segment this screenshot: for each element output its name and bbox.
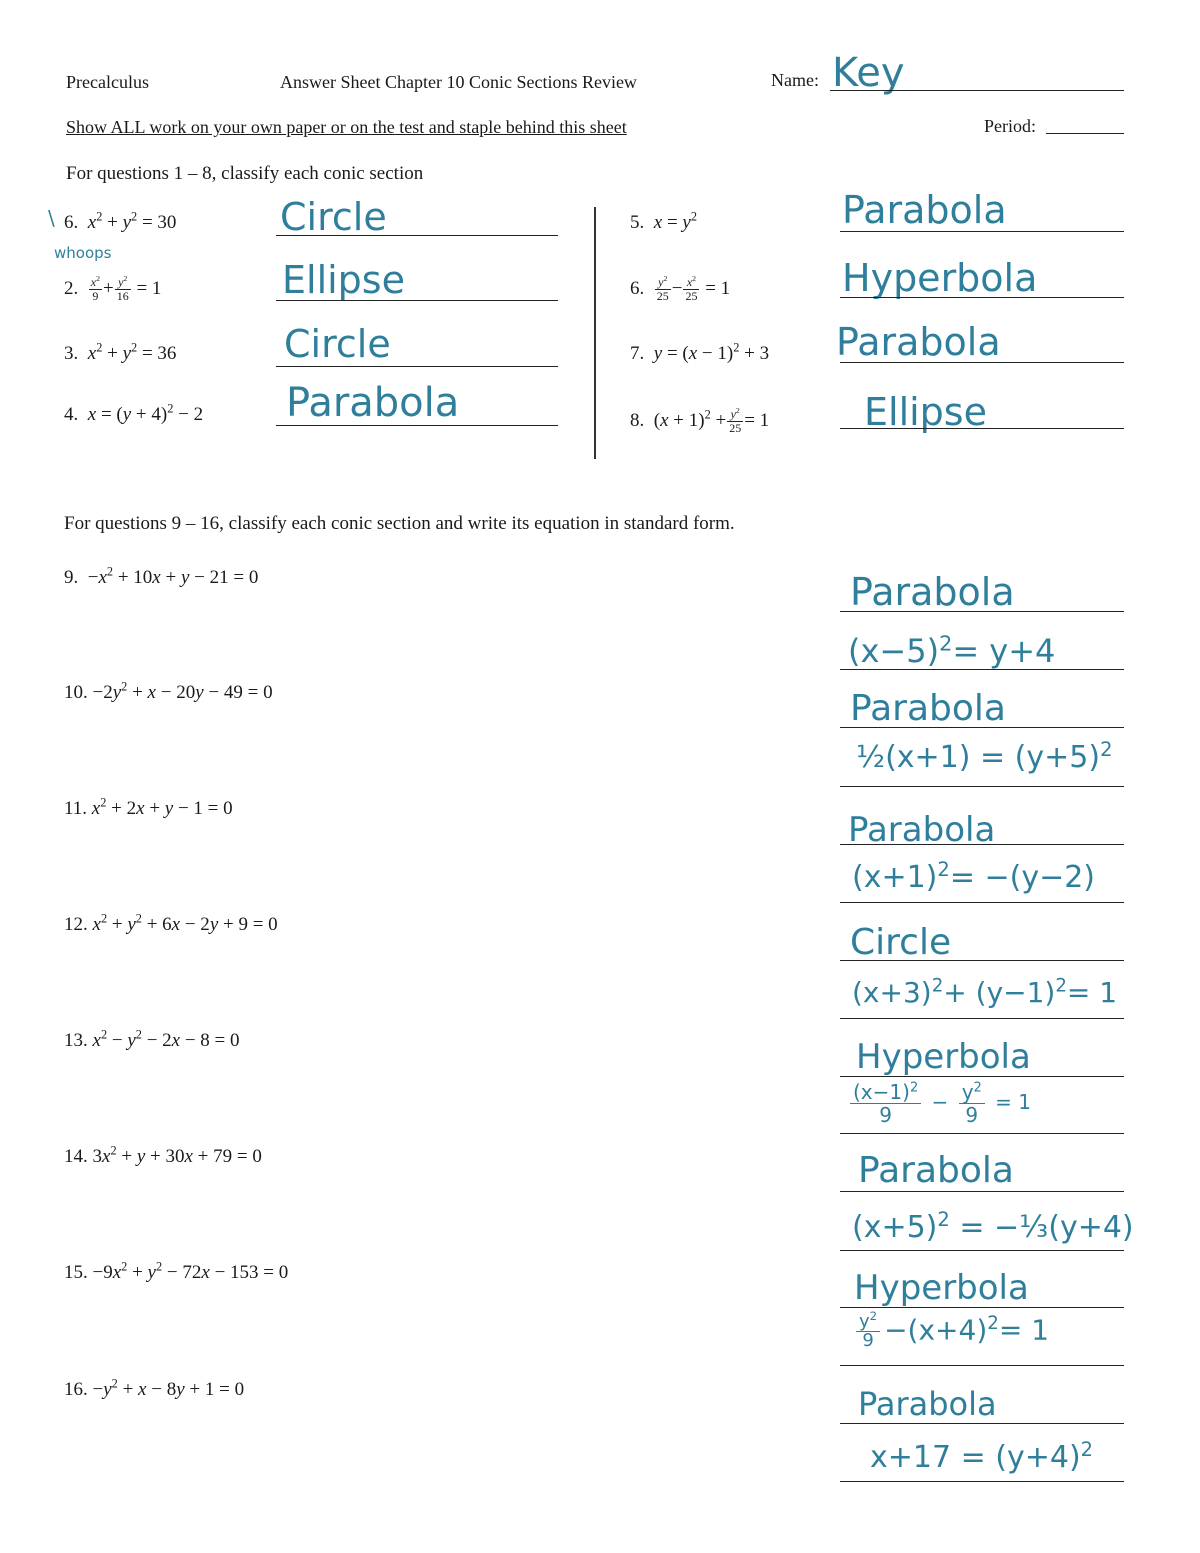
answer-line-1	[276, 235, 558, 236]
answer-7: Parabola	[836, 320, 1001, 364]
section1-instruction: For questions 1 – 8, classify each conic section	[66, 163, 424, 184]
question-number: 16.	[64, 1379, 88, 1400]
question-number: 5.	[630, 212, 645, 233]
answer-line-13b	[840, 1133, 1124, 1134]
answer-line-10b	[840, 786, 1124, 787]
answer-10-equation: ½(x+1) = $(y+5)^2$	[856, 738, 1113, 775]
question-15: 15. $-9x^2 + y^2 - 72x - 153 = 0$	[64, 1259, 289, 1283]
question-14: 14. $3x^2 + y + 30x + 79 = 0$	[64, 1143, 262, 1167]
answer-11-equation: $(x+1)^2= -(y-2)$	[852, 858, 1096, 895]
question-5: 5. $x = y^2$	[630, 209, 698, 233]
margin-note: whoops	[54, 244, 112, 262]
answer-5: Parabola	[842, 188, 1007, 232]
column-divider	[594, 207, 596, 459]
answer-line-12b	[840, 1018, 1124, 1019]
question-number: 6.	[64, 212, 79, 233]
answer-10-type: Parabola	[850, 688, 1006, 729]
question-16: 16. $-y^2 + x - 8y + 1 = 0$	[64, 1376, 245, 1400]
question-2: 2. $\frac{x^2}{9}$ + $\frac{y^2}{16}$ = 1	[64, 274, 162, 303]
answer-13-type: Hyperbola	[856, 1037, 1031, 1077]
question-6: 6. $\frac{y^2}{25}$ − $\frac{x^2}{25}$ = 1	[630, 274, 731, 303]
answer-line-12a	[840, 960, 1124, 961]
question-number: 14.	[64, 1146, 88, 1167]
question-number: 8.	[630, 409, 645, 431]
answer-line-10a	[840, 727, 1124, 728]
answer-line-11b	[840, 902, 1124, 903]
question-number: 15.	[64, 1262, 88, 1283]
answer-12-equation: $(x+3)^2+ (y-1)^2= 1$	[852, 975, 1118, 1009]
question-1: 6. $x^2 + y^2 = 30$	[64, 209, 177, 233]
name-label: Name:	[771, 70, 819, 90]
question-number: 3.	[64, 343, 79, 364]
question-number: 7.	[630, 343, 645, 364]
answer-line-15a	[840, 1307, 1124, 1308]
sheet-title: Answer Sheet Chapter 10 Conic Sections Review	[280, 72, 637, 92]
answer-4: Parabola	[286, 380, 460, 426]
answer-line-14a	[840, 1191, 1124, 1192]
answer-line-8	[840, 428, 1124, 429]
answer-line-13a	[840, 1076, 1124, 1077]
answer-15-type: Hyperbola	[854, 1268, 1029, 1308]
question-number: 12.	[64, 914, 88, 935]
work-instructions: Show ALL work on your own paper or on the test and staple behind this sheet	[66, 117, 627, 137]
answer-line-16b	[840, 1481, 1124, 1482]
name-value: Key	[832, 50, 905, 96]
question-3: 3. $x^2 + y^2 = 36$	[64, 340, 177, 364]
question-11: 11. $x^2 + 2x + y - 1 = 0$	[64, 795, 233, 819]
question-number: 6.	[630, 277, 645, 299]
question-number: 10.	[64, 682, 88, 703]
question-10: 10. $-2y^2 + x - 20y - 49 = 0$	[64, 679, 273, 703]
course-name: Precalculus	[66, 72, 149, 92]
answer-line-2	[276, 300, 558, 301]
period-label: Period:	[984, 116, 1036, 136]
question-8: 8. $(x + 1)^2$ + $\frac{y^2}{25}$ = 1	[630, 406, 770, 435]
answer-6: Hyperbola	[842, 256, 1038, 300]
question-7: 7. $y = (x - 1)^2 + 3$	[630, 340, 770, 364]
question-4: 4. $x = (y + 4)^2 - 2$	[64, 401, 204, 425]
section2-instruction: For questions 9 – 16, classify each conic section and write its equation in standard form.	[64, 513, 735, 534]
answer-line-9a	[840, 611, 1124, 612]
question-12: 12. $x^2 + y^2 + 6x - 2y + 9 = 0$	[64, 911, 278, 935]
answer-line-11a	[840, 844, 1124, 845]
answer-3: Circle	[284, 322, 391, 366]
answer-line-16a	[840, 1423, 1124, 1424]
answer-9-equation: $(x-5)^2= y+4$	[848, 631, 1056, 670]
answer-line-3	[276, 366, 558, 367]
question-number: 9.	[64, 567, 79, 588]
answer-line-4	[276, 425, 558, 426]
answer-13-equation: $\frac{(x-1)^2}{9}$ − $\frac{y^2}{9}$ = 1	[846, 1081, 1031, 1126]
answer-line-9b	[840, 669, 1124, 670]
answer-line-5	[840, 231, 1124, 232]
answer-2: Ellipse	[282, 258, 405, 302]
answer-8: Ellipse	[864, 390, 987, 434]
period-line	[1046, 133, 1124, 134]
question-number: 11.	[64, 798, 88, 819]
answer-16-equation: $x+17 = (y+4)^2$	[870, 1438, 1094, 1475]
answer-1: Circle	[280, 195, 387, 239]
answer-line-6	[840, 297, 1124, 298]
answer-line-7	[840, 362, 1124, 363]
question-9: 9. $-x^2 + 10x + y - 21 = 0$	[64, 564, 259, 588]
answer-line-14b	[840, 1250, 1124, 1251]
question-number: 13.	[64, 1030, 88, 1051]
answer-15-equation: $\frac{y^2}{9}$ $-(x+4)^2= 1$	[852, 1313, 1049, 1350]
answer-14-type: Parabola	[858, 1150, 1014, 1191]
answer-16-type: Parabola	[858, 1385, 997, 1423]
answer-line-15b	[840, 1365, 1124, 1366]
question-number: 4.	[64, 404, 79, 425]
name-line	[830, 90, 1124, 91]
answer-11-type: Parabola	[848, 810, 996, 850]
answer-14-equation: $(x+5)^2$ = −⅓(y+4)	[852, 1208, 1134, 1245]
answer-12-type: Circle	[850, 922, 952, 963]
answer-9-type: Parabola	[850, 570, 1015, 614]
question-number: 2.	[64, 277, 79, 299]
question-13: 13. $x^2 - y^2 - 2x - 8 = 0$	[64, 1027, 240, 1051]
margin-mark: \	[48, 206, 55, 230]
